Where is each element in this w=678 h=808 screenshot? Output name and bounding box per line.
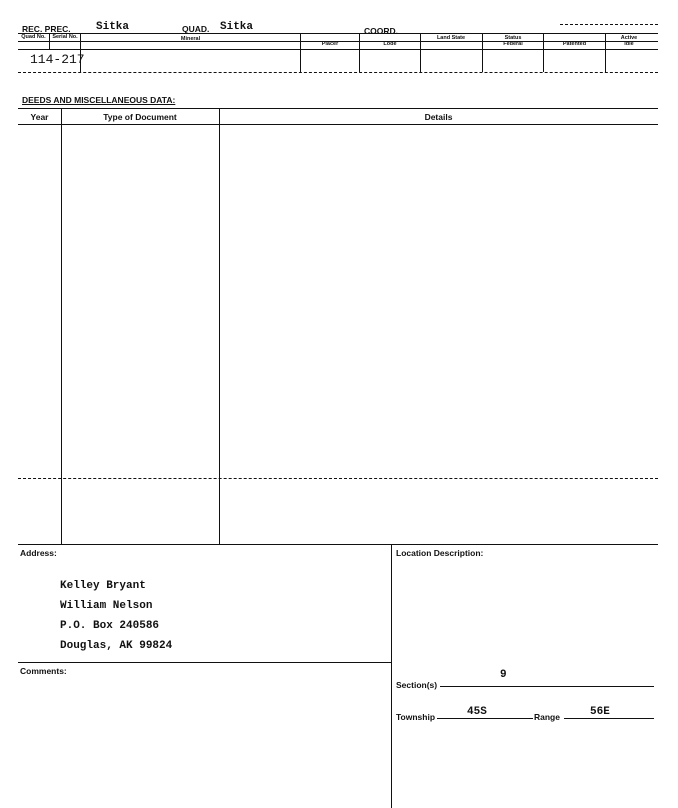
range-underline [564, 718, 654, 719]
quad-serial-value: 114-217 [30, 52, 85, 67]
deeds-section-title: DEEDS AND MISCELLANEOUS DATA: [22, 95, 176, 105]
col-mineral: Mineral [180, 36, 201, 42]
deeds-top-rule [18, 108, 658, 109]
col-status-federal: Status Federal [503, 35, 523, 47]
claim-col-divider [300, 34, 301, 72]
col-details: Details [424, 112, 453, 122]
header-rule [18, 33, 658, 34]
comments-label: Comments: [20, 666, 67, 676]
claim-col-divider [420, 34, 421, 72]
address-block [60, 576, 172, 656]
deeds-dash-rule [18, 478, 658, 479]
range-label: Range [534, 712, 560, 722]
claim-col-divider [482, 34, 483, 72]
address-line: P.O. Box 240586 [60, 620, 160, 632]
section-label: Section(s) [396, 680, 438, 690]
col-serial-no: Serial No. [52, 34, 78, 40]
col-type-of-document: Type of Document [103, 112, 177, 122]
header-dash [560, 24, 658, 25]
township-underline [437, 718, 533, 719]
rec-prec-label: REC. PREC. [22, 24, 71, 34]
deeds-header-rule [18, 124, 658, 125]
col-lode: Lode [383, 41, 397, 47]
col-active-idle: Active Idle [620, 35, 638, 47]
quad-value: Sitka [220, 21, 254, 33]
location-label: Location Description: [396, 548, 484, 558]
address-line: Douglas, AK 99824 [60, 640, 173, 652]
claim-col-divider [605, 34, 606, 72]
claim-col-divider [359, 34, 360, 72]
rec-prec-value: Sitka [96, 21, 130, 33]
address-line: William Nelson [60, 600, 153, 612]
township-value: 45S [467, 706, 487, 718]
comments-top-rule [18, 662, 391, 663]
col-quad-no: Quad No. [21, 34, 46, 40]
col-year: Year [30, 112, 49, 122]
section-underline [440, 686, 654, 687]
deeds-bottom-rule [18, 544, 658, 545]
address-label: Address: [20, 548, 57, 558]
township-label: Township [396, 712, 436, 722]
range-value: 56E [590, 706, 610, 718]
claim-subheader-rule [18, 49, 658, 50]
section-value: 9 [500, 669, 507, 681]
address-line: Kelley Bryant [60, 580, 146, 592]
coord-label: COORD. [364, 26, 398, 36]
claim-row-bottom-dash [18, 72, 658, 73]
col-land-state: Land State [436, 35, 466, 41]
quad-label: QUAD. [182, 24, 210, 34]
claim-col-divider [543, 34, 544, 72]
address-location-divider [391, 544, 392, 808]
col-placer: Placer [321, 41, 339, 47]
col-patented: Patented [562, 41, 587, 47]
